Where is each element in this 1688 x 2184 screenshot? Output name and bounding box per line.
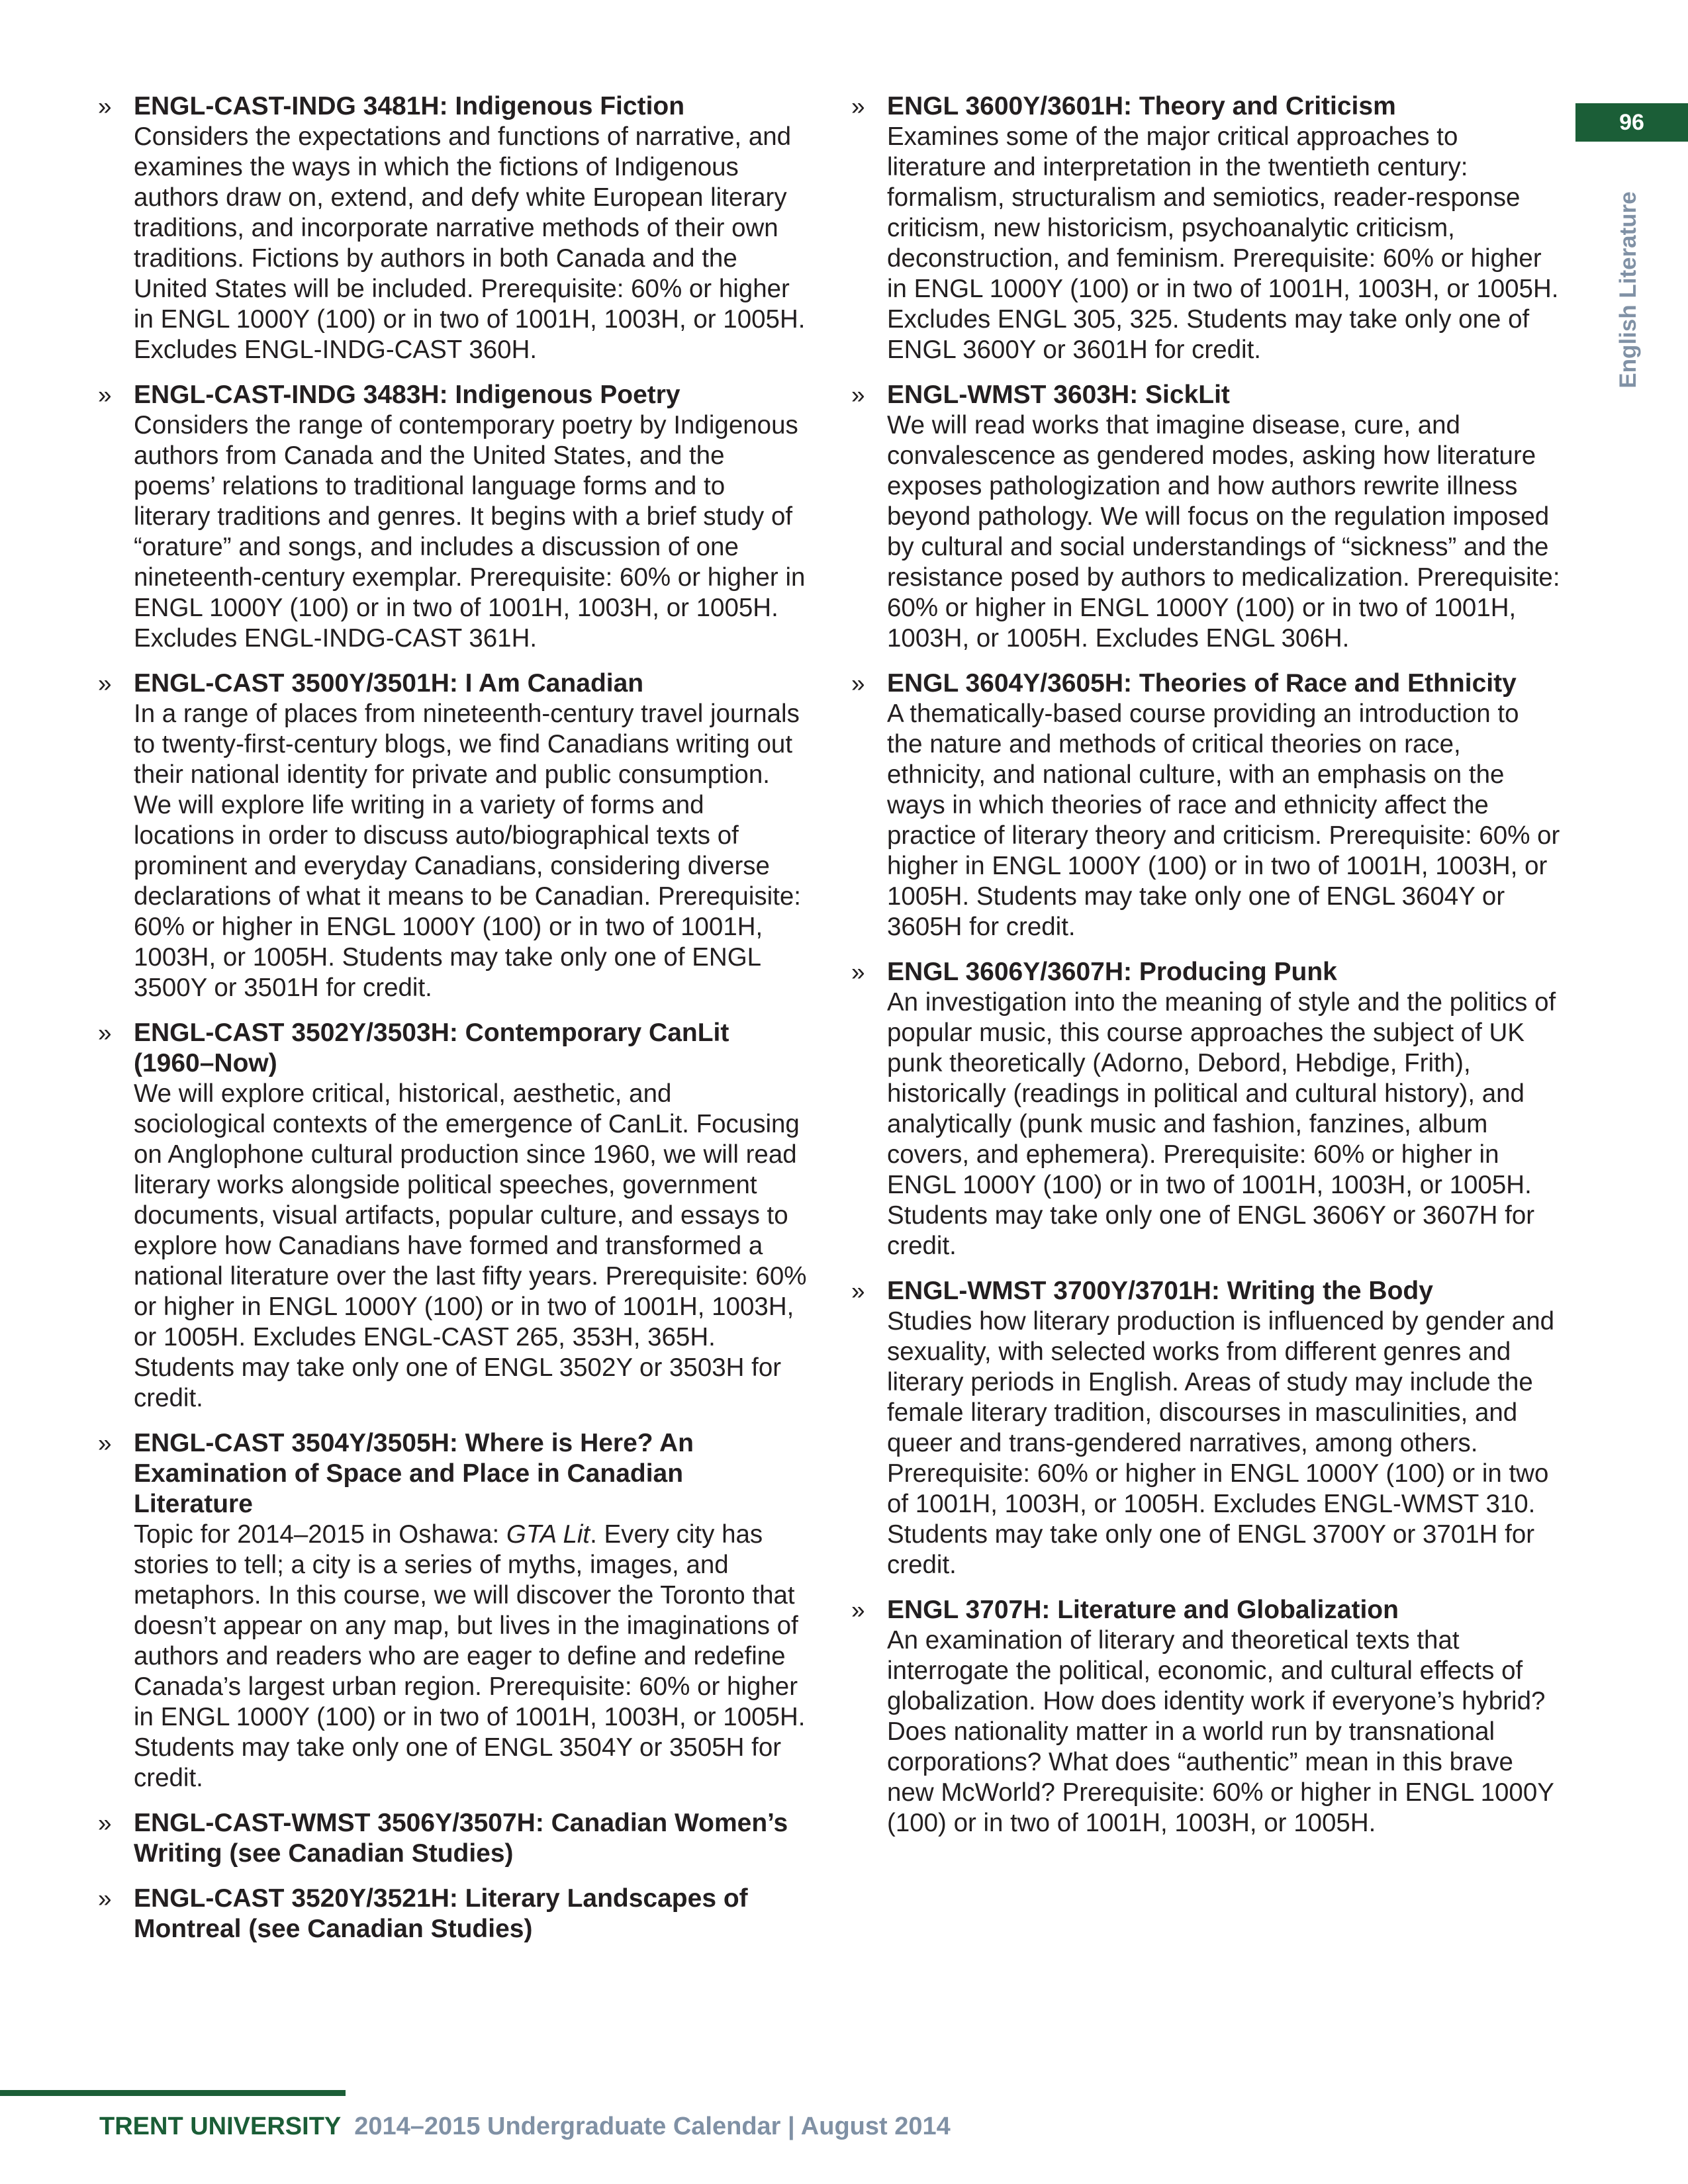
- topic-title: GTA Lit: [506, 1520, 590, 1549]
- bullet-icon: »: [98, 1430, 112, 1457]
- section-label: English Literature: [1615, 191, 1641, 388]
- course-description: Examines some of the major critical approaches to literature and interpretation in the twentieth century: formalism, structuralism and semiotics, reader-response criticism, new historicism, psychoanalytic criticism, deconstruction, and feminism. Prerequisite: 60% or higher in ENGL 1000Y (100) or in two of 1001H, 1003H, or 1005H. Excludes ENGL 305, 325. Students may take only one of ENGL 3600Y or 3601H for credit.: [887, 122, 1559, 364]
- bullet-icon: »: [98, 93, 112, 120]
- footer: [99, 2110, 951, 2143]
- course-description: In a range of places from nineteenth-century travel journals to twenty-first-century blogs, we find Canadians writing out their national identity for private and public consumption. We will explore life writing in a variety of forms and locations in order to discuss auto/biographical texts of prominent and everyday Canadians, considering diverse declarations of what it means to be Canadian. Prerequisite: 60% or higher in ENGL 1000Y (100) or in two of 1001H, 1003H, or 1005H. Students may take only one of ENGL 3500Y or 3501H for credit.: [134, 700, 801, 1002]
- course-entry: [846, 957, 1561, 1261]
- course-entry: [846, 668, 1561, 942]
- course-description: Studies how literary production is influenced by gender and sexuality, with selected works from different genres and literary periods in English. Areas of study may include the female literary tradition, discourses in masculinities, and queer and trans-gendered narratives, among others. Prerequisite: 60% or higher in ENGL 1000Y (100) or in two of 1001H, 1003H, or 1005H. Excludes ENGL-WMST 310. Students may take only one of ENGL 3700Y or 3701H for credit.: [887, 1307, 1555, 1579]
- right-column: [846, 91, 1561, 1853]
- description-rest: . Every city has stories to tell; a city is a series of myths, images, and metaphors. In this course, we will discover the Toronto that doesn’t appear on any map, but lives in the imaginations of authors and readers who are eager to define and redefine Canada’s largest urban region. Prerequisite: 60% or higher in ENGL 1000Y (100) or in two of 1001H, 1003H, or 1005H. Students may take only one of ENGL 3504Y or 3505H for credit.: [134, 1520, 806, 1792]
- course-title: ENGL 3606Y/3607H: Producing Punk: [887, 958, 1337, 986]
- bullet-icon: »: [98, 381, 112, 408]
- course-description: [134, 1520, 808, 1794]
- course-entry: [93, 91, 808, 365]
- course-entry: [93, 380, 808, 654]
- course-entry: [93, 1884, 808, 1944]
- footer-university: TRENT UNIVERSITY: [99, 2113, 342, 2140]
- bullet-icon: »: [98, 1885, 112, 1912]
- bullet-icon: »: [851, 670, 865, 697]
- left-column: [93, 91, 808, 1959]
- bullet-icon: »: [851, 93, 865, 120]
- course-entry: [846, 1595, 1561, 1839]
- course-description: A thematically-based course providing an introduction to the nature and methods of critical theories on race, ethnicity, and national culture, with an emphasis on the ways in which theories of race and ethnicity affect the practice of literary theory and criticism. Prerequisite: 60% or higher in ENGL 1000Y (100) or in two of 1001H, 1003H, or 1005H. Students may take only one of ENGL 3604Y or 3605H for credit.: [887, 700, 1560, 941]
- description-prefix: Topic for 2014–2015 in Oshawa:: [134, 1520, 506, 1549]
- course-title: ENGL-CAST-INDG 3481H: Indigenous Fiction: [134, 92, 685, 120]
- course-entry: [846, 91, 1561, 365]
- course-title: ENGL-CAST-INDG 3483H: Indigenous Poetry: [134, 381, 680, 409]
- course-entry: [846, 1276, 1561, 1580]
- course-description: Considers the expectations and functions of narrative, and examines the ways in which the fictions of Indigenous authors draw on, extend, and defy white European literary traditions, and incorporate narrative methods of their own traditions. Fictions by authors in both Canada and the United States will be included. Prerequisite: 60% or higher in ENGL 1000Y (100) or in two of 1001H, 1003H, or 1005H. Excludes ENGL-INDG-CAST 360H.: [134, 122, 806, 364]
- course-title: ENGL 3707H: Literature and Globalization: [887, 1596, 1399, 1624]
- bullet-icon: »: [851, 1277, 865, 1304]
- bullet-icon: »: [851, 381, 865, 408]
- course-entry: [93, 1428, 808, 1794]
- bullet-icon: »: [98, 670, 112, 697]
- course-description: An examination of literary and theoretical texts that interrogate the political, economic, and cultural effects of globalization. How does identity work if everyone’s hybrid? Does nationality matter in a world run by transnational corporations? What does “authentic” mean in this brave new McWorld? Prerequisite: 60% or higher in ENGL 1000Y (100) or in two of 1001H, 1003H, or 1005H.: [887, 1626, 1554, 1837]
- course-description: We will read works that imagine disease, cure, and convalescence as gendered modes, asking how literature exposes pathologization and how authors rewrite illness beyond pathology. We will focus on the regulation imposed by cultural and social understandings of “sickness” and the resistance posed by authors to medicalization. Prerequisite: 60% or higher in ENGL 1000Y (100) or in two of 1001H, 1003H, or 1005H. Excludes ENGL 306H.: [887, 411, 1560, 653]
- course-title: ENGL-CAST 3500Y/3501H: I Am Canadian: [134, 669, 644, 698]
- course-title: ENGL 3604Y/3605H: Theories of Race and Ethnicity: [887, 669, 1517, 698]
- course-title: ENGL-WMST 3603H: SickLit: [887, 381, 1230, 409]
- course-entry: [93, 1808, 808, 1869]
- bullet-icon: »: [851, 1596, 865, 1623]
- course-entry: [846, 380, 1561, 654]
- bullet-icon: »: [98, 1019, 112, 1046]
- course-description: An investigation into the meaning of style and the politics of popular music, this course approaches the subject of UK punk theoretically (Adorno, Debord, Hebdige, Frith), historically (readings in political and cultural history), and analytically (punk music and fashion, fanzines, album covers, and ephemera). Prerequisite: 60% or higher in ENGL 1000Y (100) or in two of 1001H, 1003H, or 1005H. Students may take only one of ENGL 3606Y or 3607H for credit.: [887, 988, 1556, 1260]
- course-title: ENGL-CAST 3504Y/3505H: Where is Here? An Examination of Space and Place in Canadian Literature: [134, 1429, 694, 1518]
- bullet-icon: »: [98, 1809, 112, 1837]
- footer-calendar: 2014–2015 Undergraduate Calendar | August 2014: [354, 2113, 951, 2140]
- course-title: ENGL 3600Y/3601H: Theory and Criticism: [887, 92, 1396, 120]
- course-title: ENGL-CAST 3520Y/3521H: Literary Landscapes of Montreal (see Canadian Studies): [134, 1884, 748, 1943]
- page-number: 96: [1575, 103, 1688, 142]
- course-description: Considers the range of contemporary poetry by Indigenous authors from Canada and the United States, and the poems’ relations to traditional language forms and to literary traditions and genres. It begins with a brief study of “orature” and songs, and includes a discussion of one nineteenth-century exemplar. Prerequisite: 60% or higher in ENGL 1000Y (100) or in two of 1001H, 1003H, or 1005H. Excludes ENGL-INDG-CAST 361H.: [134, 411, 806, 653]
- course-description: We will explore critical, historical, aesthetic, and sociological contexts of the emergence of CanLit. Focusing on Anglophone cultural production since 1960, we will read literary works alongside political speeches, government documents, visual artifacts, popular culture, and essays to explore how Canadians have formed and transformed a national literature over the last fifty years. Prerequisite: 60% or higher in ENGL 1000Y (100) or in two of 1001H, 1003H, or 1005H. Excludes ENGL-CAST 265, 353H, 365H. Students may take only one of ENGL 3502Y or 3503H for credit.: [134, 1079, 807, 1412]
- bullet-icon: »: [851, 958, 865, 985]
- footer-rule: [0, 2090, 346, 2096]
- course-title: ENGL-CAST 3502Y/3503H: Contemporary CanLit (1960–Now): [134, 1019, 729, 1077]
- course-title: ENGL-CAST-WMST 3506Y/3507H: Canadian Women’s Writing (see Canadian Studies): [134, 1809, 788, 1868]
- course-entry: [93, 1018, 808, 1414]
- course-entry: [93, 668, 808, 1003]
- course-title: ENGL-WMST 3700Y/3701H: Writing the Body: [887, 1277, 1433, 1305]
